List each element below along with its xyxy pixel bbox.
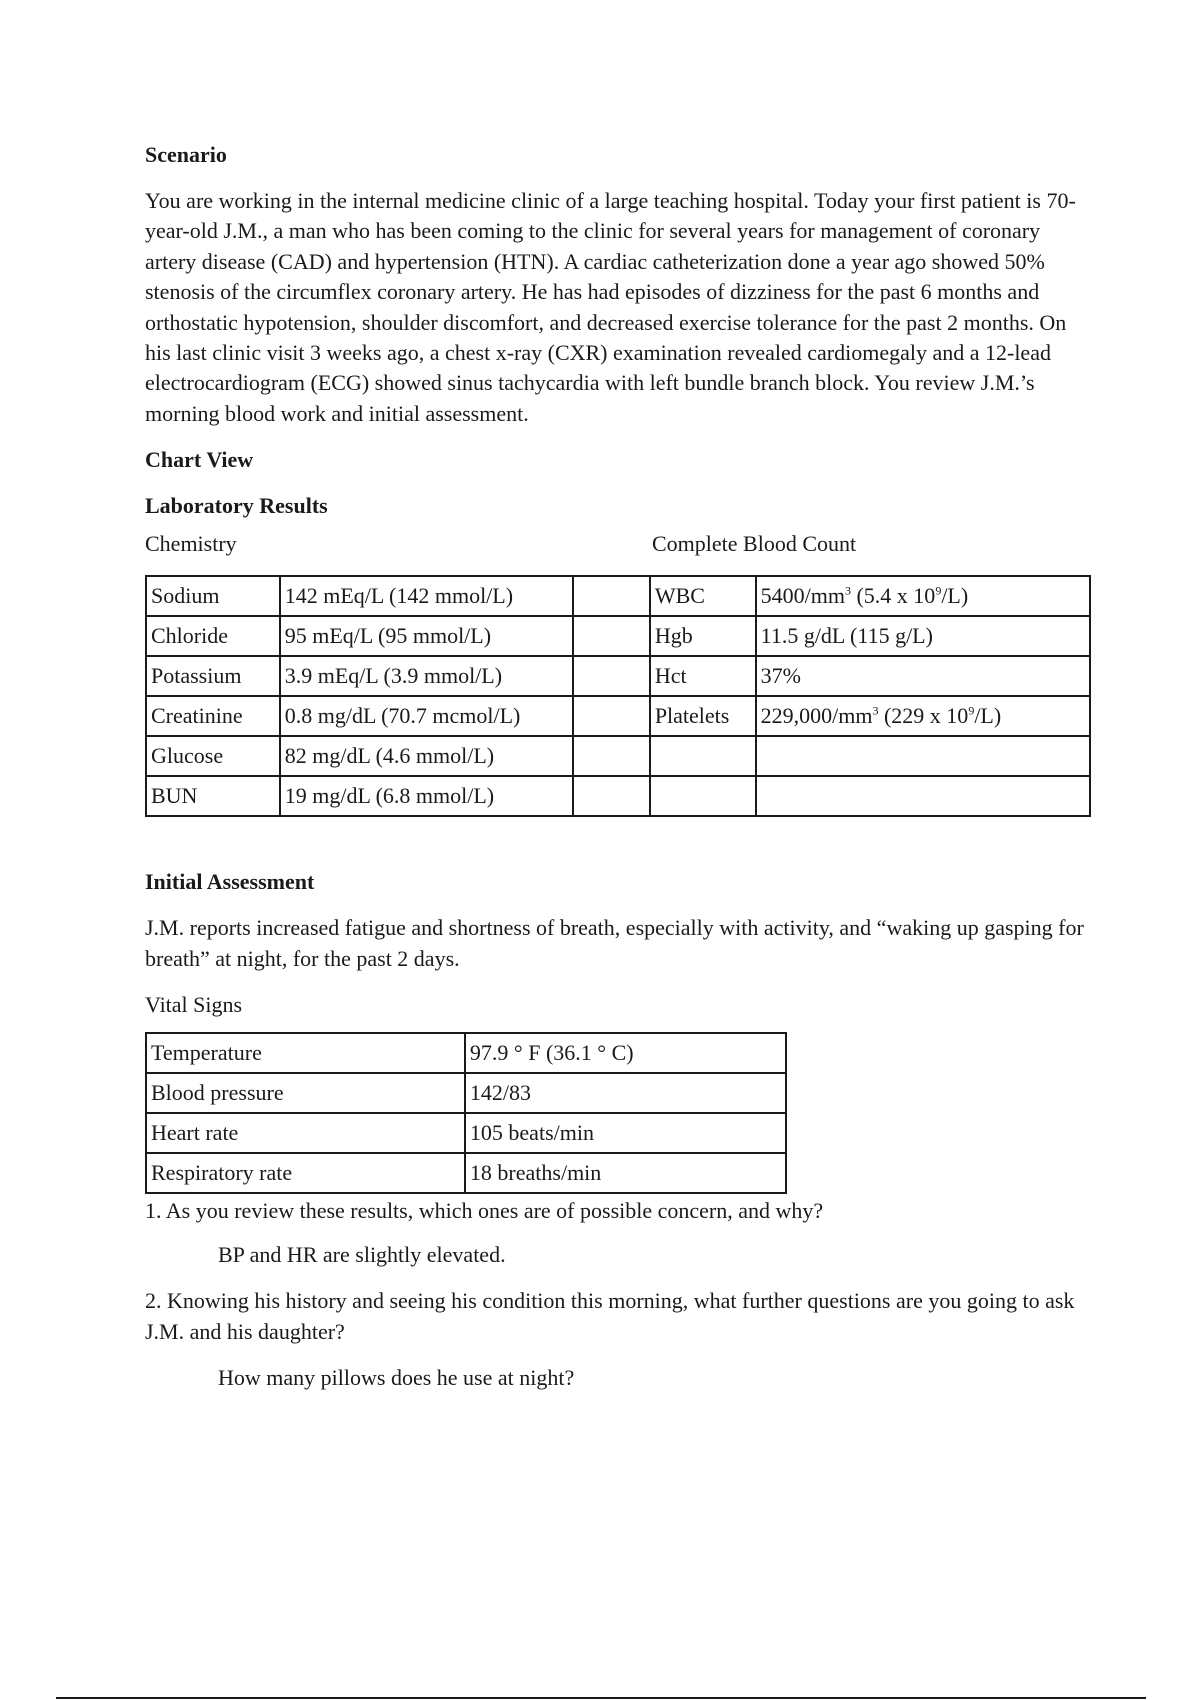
chem-value: 3.9 mEq/L (3.9 mmol/L) bbox=[280, 656, 574, 696]
chem-value: 0.8 mg/dL (70.7 mcmol/L) bbox=[280, 696, 574, 736]
answer-1: BP and HR are slightly elevated. bbox=[218, 1242, 506, 1268]
spacer-cell bbox=[573, 616, 649, 656]
table-row bbox=[146, 1033, 786, 1073]
spacer-cell bbox=[573, 576, 649, 616]
table-row bbox=[146, 1153, 786, 1193]
table-row bbox=[146, 656, 1090, 696]
table-row bbox=[146, 736, 1090, 776]
chem-name: Sodium bbox=[146, 576, 280, 616]
cbc-value: $229,000/mm^3$ (229 x $10^9/L$) bbox=[756, 696, 1090, 736]
chem-value: 95 mEq/L (95 mmol/L) bbox=[280, 616, 574, 656]
vital-name: Temperature bbox=[146, 1033, 465, 1073]
table-row bbox=[146, 616, 1090, 656]
cbc-value: 37% bbox=[756, 656, 1090, 696]
vital-value: 142/83 bbox=[465, 1073, 786, 1113]
vital-name: Respiratory rate bbox=[146, 1153, 465, 1193]
cbc-value bbox=[756, 776, 1090, 816]
table-row bbox=[146, 696, 1090, 736]
lab-results-table bbox=[145, 575, 1091, 817]
chem-value: 82 mg/dL (4.6 mmol/L) bbox=[280, 736, 574, 776]
spacer-cell bbox=[573, 656, 649, 696]
cbc-value bbox=[756, 736, 1090, 776]
chemistry-label: Chemistry bbox=[145, 531, 237, 557]
vital-value: 97.9 ° F (36.1 ° C) bbox=[465, 1033, 786, 1073]
scenario-text: You are working in the internal medicine clinic of a large teaching hospital. Today your first patient is 70-year-old J.M., a man who has been coming to the clinic for several years for management of coronary artery disease (CAD) and hypertension (HTN). A cardiac catheterization done a year ago showed 50% stenosis of the circumflex coronary artery. He has had episodes of dizziness for the past 6 months and orthostatic hypotension, shoulder discomfort, and decreased exercise tolerance for the past 2 months. On his last clinic visit 3 weeks ago, a chest x-ray (CXR) examination revealed cardiomegaly and a 12-lead electrocardiogram (ECG) showed sinus tachycardia with left bundle branch block. You review J.M.’s morning blood work and initial assessment. bbox=[145, 188, 1076, 426]
vital-signs-table bbox=[145, 1032, 787, 1194]
vital-name: Blood pressure bbox=[146, 1073, 465, 1113]
cbc-name: WBC bbox=[650, 576, 756, 616]
cbc-name bbox=[650, 736, 756, 776]
scenario-heading: Scenario bbox=[145, 142, 227, 167]
spacer-cell bbox=[573, 736, 649, 776]
table-row bbox=[146, 1113, 786, 1153]
chem-value: 142 mEq/L (142 mmol/L) bbox=[280, 576, 574, 616]
table-row bbox=[146, 576, 1090, 616]
question-2: 2. Knowing his history and seeing his condition this morning, what further questions are you going to ask J.M. and his daughter? bbox=[145, 1288, 1075, 1344]
table-row bbox=[146, 1073, 786, 1113]
vital-value: 18 breaths/min bbox=[465, 1153, 786, 1193]
footer-divider bbox=[56, 1697, 1146, 1699]
cbc-value: 11.5 g/dL (115 g/L) bbox=[756, 616, 1090, 656]
chem-name: Glucose bbox=[146, 736, 280, 776]
chart-view-heading: Chart View bbox=[145, 447, 254, 473]
table-row bbox=[146, 776, 1090, 816]
answer-2: How many pillows does he use at night? bbox=[218, 1365, 575, 1391]
initial-assessment-heading: Initial Assessment bbox=[145, 869, 315, 895]
vital-signs-label: Vital Signs bbox=[145, 992, 243, 1018]
assessment-text: J.M. reports increased fatigue and shortness of breath, especially with activity, and “waking up gasping for breath” at night, for the past 2 days. bbox=[145, 915, 1084, 971]
spacer-cell bbox=[573, 696, 649, 736]
document-page bbox=[145, 140, 1090, 1409]
cbc-name bbox=[650, 776, 756, 816]
chem-name: BUN bbox=[146, 776, 280, 816]
chem-name: Chloride bbox=[146, 616, 280, 656]
chem-name: Potassium bbox=[146, 656, 280, 696]
spacer-cell bbox=[573, 776, 649, 816]
cbc-value: $5400/mm^3$ (5.4 x $10^9/L$) bbox=[756, 576, 1090, 616]
vital-value: 105 beats/min bbox=[465, 1113, 786, 1153]
cbc-label: Complete Blood Count bbox=[652, 531, 857, 557]
cbc-name: Hgb bbox=[650, 616, 756, 656]
question-1: 1. As you review these results, which ones are of possible concern, and why? bbox=[145, 1198, 824, 1224]
cbc-name: Platelets bbox=[650, 696, 756, 736]
chem-value: 19 mg/dL (6.8 mmol/L) bbox=[280, 776, 574, 816]
chem-name: Creatinine bbox=[146, 696, 280, 736]
vital-name: Heart rate bbox=[146, 1113, 465, 1153]
lab-results-heading: Laboratory Results bbox=[145, 493, 328, 519]
lab-table-headings bbox=[145, 531, 1090, 561]
cbc-name: Hct bbox=[650, 656, 756, 696]
